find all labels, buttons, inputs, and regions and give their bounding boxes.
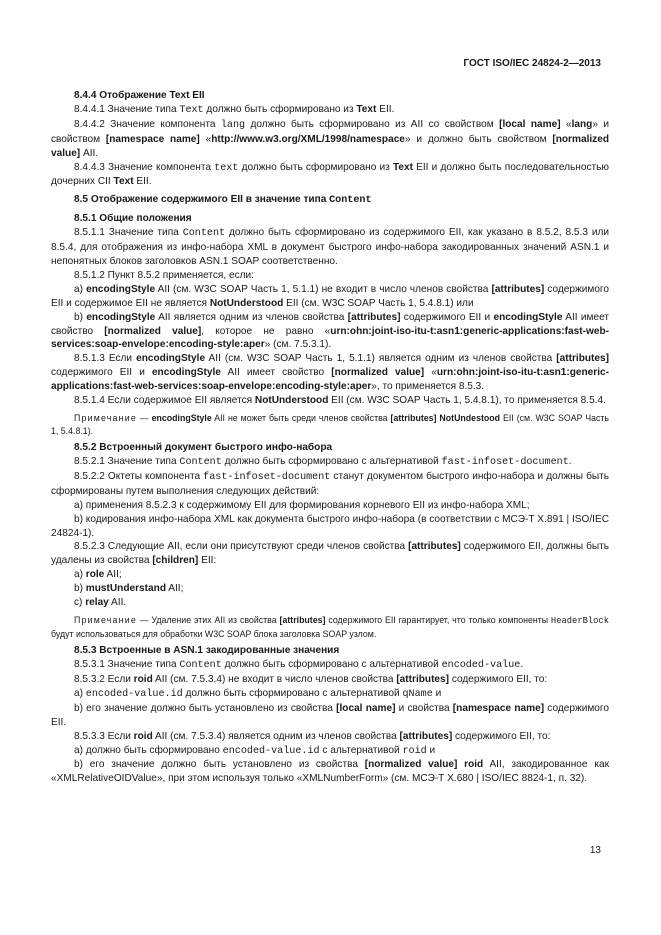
para-8-5-2-2 [51,470,609,499]
para-8-4-4-3 [51,161,609,190]
text-run: fast-infoset-document [203,471,331,483]
text-run: содержимого EII и [51,367,152,379]
text-run: encodingStyle [86,311,156,323]
heading-8-5-1: 8.5.1 Общие положения [74,213,192,225]
text-run: Content [179,660,222,672]
text-run: relay [85,597,109,609]
text-run: 8.5.2.3 Следующие AII, если они присутствуют среди членов свойства [74,541,409,553]
text-run: должно быть сформировано с альтернативой [182,687,403,699]
text-run: a) [74,569,86,581]
text-run: Примечание [74,615,137,625]
text-run: lang [220,119,246,131]
text-run: [namespace name] [452,702,545,714]
text-run: содержимого EII гарантирует, что только компоненты [325,615,551,625]
text-run: encoded-value [441,660,521,672]
text-run: Text [179,104,204,116]
text-run: a) [74,283,87,295]
text-run: a) применения 8.5.2.3 к содержимому EII для формирования корневого EII из инфо-набора XML; [74,499,530,511]
text-run: 8.5 Отображение содержимого EII в значение типа [74,194,330,206]
text-run: role [85,569,105,581]
text-run: должно быть сформировано из [203,103,357,115]
text-run: и [426,744,436,756]
text-run: Content [179,457,222,469]
text-run: urn:ohn:joint-iso-itu-t:asn1:generic-applications:fast-web-services:soap-envelope:encoding-style:aper [51,367,609,393]
text-run: b) его значение должно быть установлено из свойства [74,702,337,714]
text-run: Text [392,161,413,173]
text-run: qName [402,688,433,700]
list-item-8-5-2-2-b [51,513,609,541]
text-run: [normalized value] [104,325,202,337]
list-item-relay [51,596,609,610]
text-run: содержимого EII, то: [452,730,551,742]
para-8-4-4-2 [51,118,609,161]
text-run: 8.5.3.2 Если [74,674,134,685]
list-item-8-5-1-2-a [51,283,609,311]
text-run: [attributes] [279,615,326,625]
text-run: должно быть сформировано из [238,161,393,173]
text-run: и [432,687,442,699]
text-run: » (см. 7.5.3.1). [264,339,332,351]
list-item-8-5-3-3-a [51,744,609,759]
text-run: 8.4.4.2 Значение компонента [74,118,221,130]
text-run: 8.5.1.2 Пункт 8.5.2 применяется, если: [74,269,254,281]
text-run: [children] [152,555,199,567]
para-8-5-1-1 [51,226,609,269]
text-run: 8.5.3.3 Если [74,730,134,742]
text-run: encodingStyle [86,283,156,295]
text-run: [namespace name] [105,133,200,145]
text-run: AII (см. 7.5.3.4) не входит в число членов свойства [152,674,397,685]
text-run: [attributes] [396,674,450,685]
text-run: 8.5.1.3 Если [74,353,137,365]
text-run: [local name] [336,702,396,714]
text-run: AII, закодированное как «XMLRelativeOIDValue», при этом используя только «XMLNumberForm» (см. МСЭ-Т X.680 | ISO/IEC 8824-1, п. 32). [51,759,609,785]
text-run: содержимого EII. [51,702,609,728]
text-run: AII имеет свойство [220,367,332,379]
text-run: содержимого EII, должны быть удалены из свойства [51,541,609,567]
text-run: HeaderBlock [550,616,609,626]
text-run: 8.4.4.3 Значение компонента [74,161,215,173]
heading-8-5 [51,193,609,208]
list-item-8-5-1-2-b [51,311,609,353]
text-run: b) кодирования инфо-набора XML как документа быстрого инфо-набора (в соответствии с МСЭ-Т X.891 | ISO/IEC 24824-1). [51,513,609,539]
text-run: roid [402,745,427,757]
text-run: [attributes] [347,311,401,323]
text-run: » и свойством [51,118,609,145]
para-8-5-2-1 [51,455,609,470]
para-8-5-1-4 [51,394,609,408]
text-run: mustUnderstand [85,583,166,595]
list-item-8-5-2-2-a [51,499,609,513]
list-item-mustunderstand [51,582,609,596]
list-item-role [51,568,609,582]
text-run: Text [356,103,377,115]
text-run: EII (см. W3C SOAP Часть 1, 5.4.8.1). [51,412,609,436]
heading-8-4-4: 8.4.4 Отображение Text EII [74,90,205,101]
text-run: c) [74,597,86,609]
text-run: AII имеет свойство [51,311,609,337]
text-run: [attributes] NotUndestood [390,412,501,423]
note-8-5-1 [51,412,609,437]
text-run: [normalized value] [51,133,610,159]
text-run: a) [74,687,86,699]
text-run: encoded-value.id [85,688,183,700]
text-run: EII и должно быть последовательностью дочерних CII [51,161,609,188]
para-8-5-1-3 [51,352,609,394]
text-run: encoded-value.id [222,745,320,757]
para-8-5-2-3 [51,540,609,568]
list-item-8-5-3-2-b [51,702,609,730]
para-8-5-3-1 [51,658,609,673]
text-run: « [199,133,212,145]
text-run: roid [464,759,484,771]
text-run: содержимого EII, то: [449,674,548,685]
text-run: encodingStyle [151,367,221,379]
text-run: b) его значение должно быть установлено из свойства [74,759,365,771]
text-run: AII (см. 7.5.3.4) является одним из членов свойства [152,730,400,742]
text-run: http://www.w3.org/XML/1998/namespace [211,133,405,145]
text-run: [local name] [499,118,561,130]
text-run: « [424,367,437,379]
text-run: NotUnderstood [254,395,329,407]
text-run: text [214,162,239,174]
text-run: 8.5.1.1 Значение типа [74,227,183,239]
heading-8-5-3: 8.5.3 Встроенные в ASN.1 закодированные значения [74,645,340,657]
document-header: ГОСТ ISO/IEC 24824-2—2013 [463,58,601,69]
text-run: должно быть сформировано с альтернативой [221,456,442,468]
list-item-8-5-3-2-a [51,687,609,702]
text-run: » и должно быть свойством [404,133,553,145]
text-run: Примечание [74,412,137,423]
text-run: с альтернативой [319,744,403,756]
text-run: 8.5.2.1 Значение типа [74,456,180,468]
text-run: — Удаление этих AII из свойства [136,615,280,625]
text-run: [attributes] [408,541,461,553]
text-run: EII (см. W3C SOAP Часть 1, 5.4.8.1) или [283,297,474,309]
text-run: AII (см. W3C SOAP Часть 1, 5.1.1) не входит в число членов свойства [155,283,492,295]
text-run: должно быть сформировано из AII со свойством [245,118,500,130]
text-run: будут использоваться для обработки W3C SOAP блока заголовка SOAP узлом. [51,628,377,639]
text-run: EII: [198,555,217,567]
text-run: b) [74,583,86,595]
text-run: AII не может быть среди членов свойства [211,412,391,423]
text-run: roid [133,730,153,742]
text-run: . [568,456,572,468]
text-run: AII является одним из членов свойства [155,311,348,323]
page-body [51,89,609,786]
text-run: [attributes] [556,353,609,365]
text-run: AII; [165,583,184,595]
text-run: lang [571,118,593,130]
note-8-5-2 [51,614,609,640]
list-item-8-5-3-3-b [51,758,609,786]
text-run: должно быть сформировано с альтернативой [221,659,442,671]
text-run: encodingStyle [493,311,563,323]
text-run: urn:ohn:joint-iso-itu-t:asn1:generic-applications:fast-web-services:soap-envelope:encoding-style:aper [51,325,609,351]
text-run: [attributes] [399,730,453,742]
text-run: a) должно быть сформировано [74,744,223,756]
text-run: AII (см. W3C SOAP Часть 1, 5.1.1) является одним из членов свойства [205,353,557,365]
page-number: 13 [589,845,601,856]
text-run: , которое не равно « [201,325,331,337]
text-run: AII. [108,597,127,609]
text-run: fast-infoset-document [441,457,569,469]
text-run: AII. [80,147,99,159]
text-run: 8.5.3.1 Значение типа [74,659,180,671]
text-run: NotUnderstood [209,297,284,309]
heading-8-5-2: 8.5.2 Встроенный документ быстрого инфо-набора [74,442,333,454]
text-run: encodingStyle [151,412,212,423]
para-8-4-4-1 [51,103,609,118]
text-run: [attributes] [491,283,545,295]
text-run: 8.5.1.4 Если содержимое EII является [74,395,255,407]
text-run: — [136,412,152,423]
text-run: содержимого EII и [400,311,494,323]
text-run: 8.4.4.1 Значение типа [74,103,180,115]
text-run: EII. [133,176,152,188]
para-8-5-3-2 [51,673,609,687]
para-8-5-3-3 [51,730,609,744]
text-run: AII; [104,569,122,581]
text-run: Content [182,228,226,240]
text-run: roid [133,674,153,685]
text-run: b) [74,311,87,323]
para-8-5-1-2 [51,269,609,283]
text-run: 8.5.2.2 Октеты компонента [74,470,204,482]
text-run: [normalized value] [331,367,425,379]
text-run: содержимого EII и содержимое EII не является [51,283,610,309]
text-run: . [520,659,524,671]
text-run: [normalized value] [364,759,458,771]
text-run: « [560,118,572,130]
text-run: станут документом быстрого инфо-набора и должны быть сформированы путем выполнения следующих действий: [51,470,609,497]
text-run: и свойства [395,702,453,714]
text-run: Content [329,195,372,207]
text-run: encodingStyle [136,353,206,365]
text-run: Text [113,176,134,188]
text-run: должно быть сформировано из содержимого EII, как указано в 8.5.2, 8.5.3 или 8.5.4, для отображения из инфо-набора XML в документ быстрого инфо-набора закодированных значений ASN.1 и непонятных блоков заголовков ASN.1 SOAP соответственно. [51,227,609,267]
text-run: EII (см. W3C SOAP Часть 1, 5.4.8.1), то применяется 8.5.4. [328,395,606,407]
text-run: EII. [376,103,395,115]
text-run: », то применяется 8.5.3. [371,381,485,393]
